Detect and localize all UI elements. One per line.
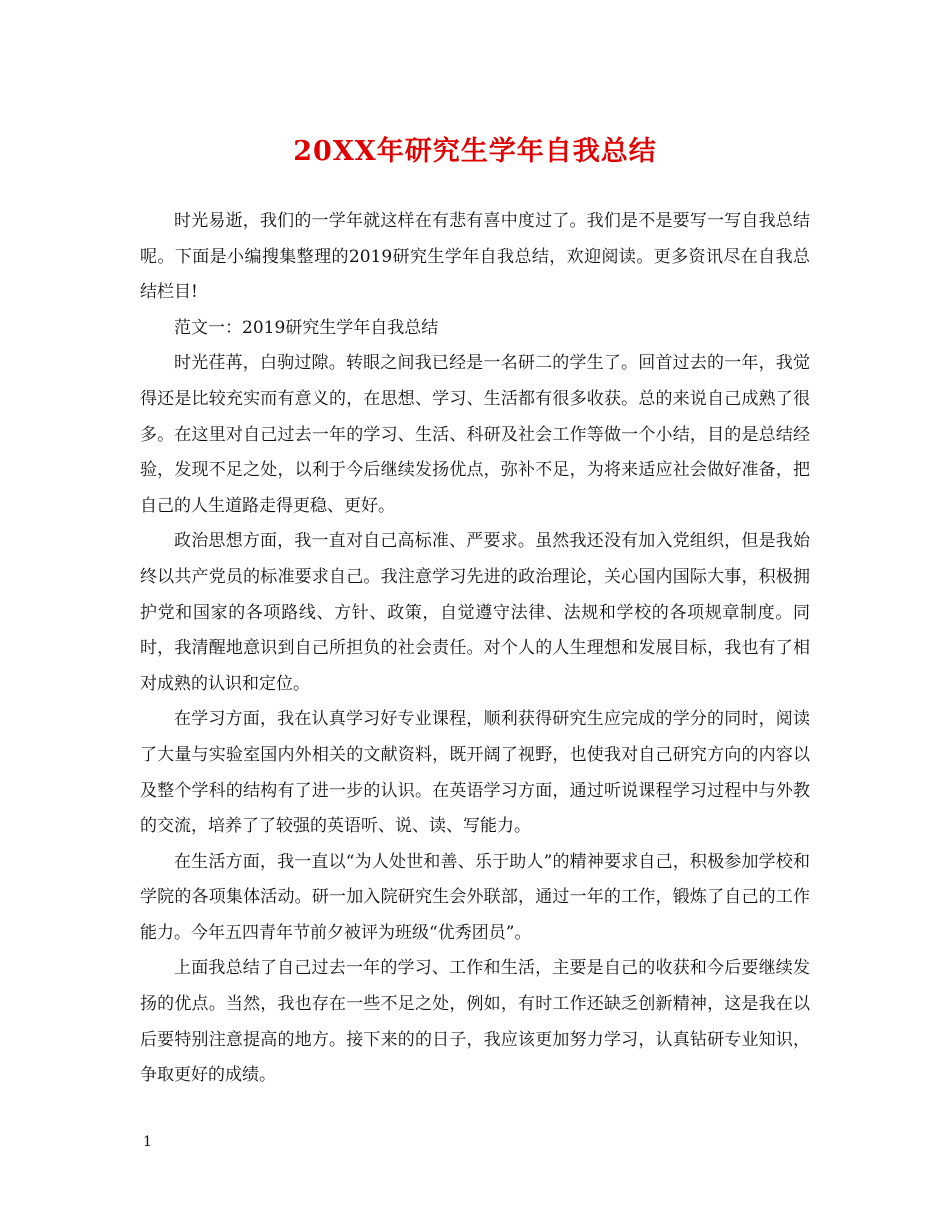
paragraph-intro: 时光易逝，我们的一学年就这样在有悲有喜中度过了。我们是不是要写一写自我总结呢。下面是小编搜集整理的2019研究生学年自我总结，欢迎阅读。更多资讯尽在自我总结栏目! <box>140 211 810 303</box>
paragraph-sample-heading: 范文一：2019研究生学年自我总结 <box>174 317 439 338</box>
document-body <box>140 204 810 1094</box>
paragraph-life: 在生活方面，我一直以“为人处世和善、乐于助人”的精神要求自己，积极参加学校和学院的各项集体活动。研一加入院研究生会外联部，通过一年的工作，锻炼了自己的工作能力。今年五四青年节前夕被评为班级“优秀团员”。 <box>140 851 810 943</box>
paragraph-overview: 时光荏苒，白驹过隙。转眼之间我已经是一名研二的学生了。回首过去的一年，我觉得还是比较充实而有意义的，在思想、学习、生活都有很多收获。总的来说自己成熟了很多。在这里对自己过去一年的学习、生活、科研及社会工作等做一个小结，目的是总结经验，发现不足之处，以利于今后继续发扬优点，弥补不足，为将来适应社会做好准备，把自己的人生道路走得更稳、更好。 <box>140 353 810 516</box>
page-number: 1 <box>143 1134 152 1150</box>
paragraph-conclusion: 上面我总结了自己过去一年的学习、工作和生活，主要是自己的收获和今后要继续发扬的优点。当然，我也存在一些不足之处，例如，有时工作还缺乏创新精神，这是我在以后要特别注意提高的地方。接下来的的日子，我应该更加努力学习，认真钻研专业知识，争取更好的成绩。 <box>140 958 810 1086</box>
document-title: 20XX年研究生学年自我总结 <box>293 136 657 167</box>
paragraph-study: 在学习方面，我在认真学习好专业课程，顺利获得研究生应完成的学分的同时，阅读了大量与实验室国内外相关的文献资料，既开阔了视野，也使我对自己研究方向的内容以及整个学科的结构有了进一步的认识。在英语学习方面，通过听说课程学习过程中与外教的交流，培养了了较强的英语听、说、读、写能力。 <box>140 709 810 837</box>
paragraph-political: 政治思想方面，我一直对自己高标准、严要求。虽然我还没有加入党组织，但是我始终以共产党员的标准要求自己。我注意学习先进的政治理论，关心国内国际大事，积极拥护党和国家的各项路线、方针、政策，自觉遵守法律、法规和学校的各项规章制度。同时，我清醒地意识到自己所担负的社会责任。对个人的人生理想和发展目标，我也有了相对成熟的认识和定位。 <box>140 531 810 694</box>
